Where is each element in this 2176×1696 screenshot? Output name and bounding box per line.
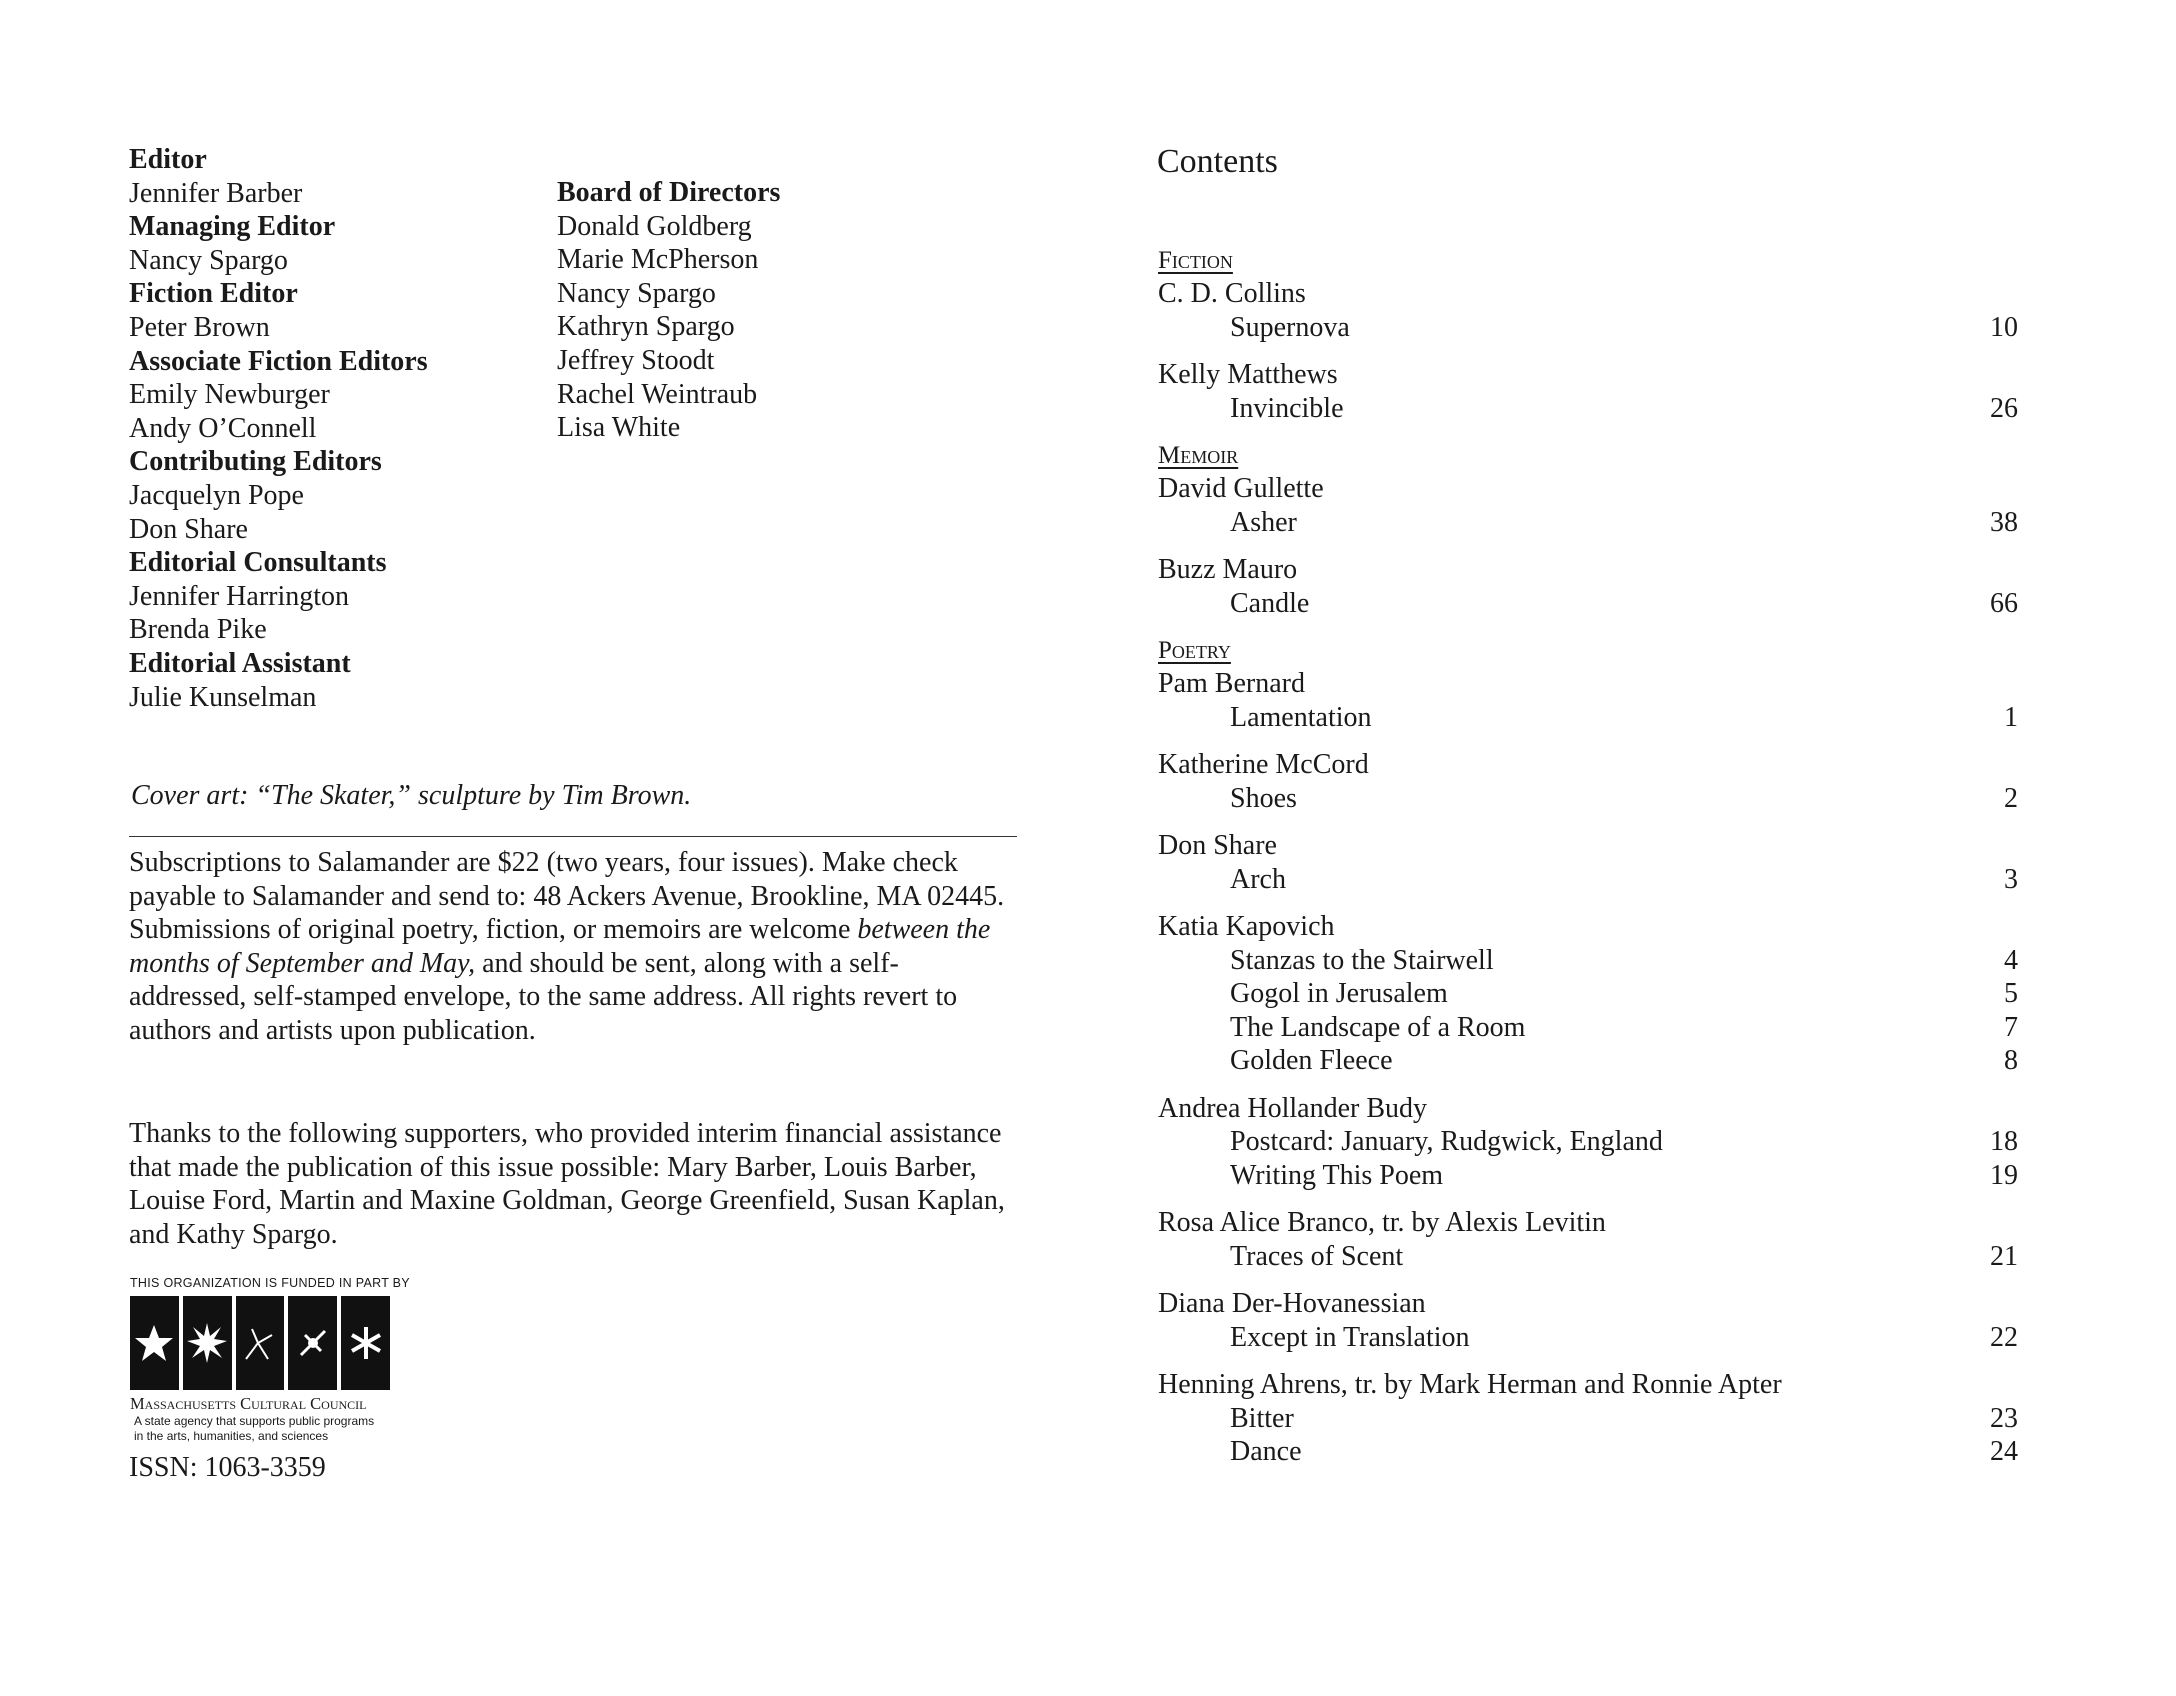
staff-name: Brenda Pike <box>129 614 267 646</box>
toc-work <box>1158 701 2018 735</box>
toc-page-number: 10 <box>1990 311 2018 343</box>
toc-page-number: 38 <box>1990 506 2018 538</box>
toc-work <box>1158 782 2018 816</box>
toc-page-number: 4 <box>2004 944 2018 976</box>
subscription-info <box>129 846 1009 1048</box>
staff-name: Julie Kunselman <box>129 681 317 713</box>
toc-page-number: 23 <box>1990 1402 2018 1434</box>
toc-entry <box>1158 748 2018 815</box>
toc-work <box>1158 1321 2018 1355</box>
table-of-contents <box>1158 244 2018 1483</box>
burst-icon <box>183 1296 236 1390</box>
toc-work <box>1158 977 2018 1011</box>
contents-title: Contents <box>1157 143 1278 180</box>
toc-work <box>1158 1435 2018 1469</box>
toc-page-number: 21 <box>1990 1240 2018 1272</box>
logo-council-name: Massachusetts Cultural Council <box>130 1394 367 1413</box>
toc-work <box>1158 392 2018 426</box>
toc-section-heading: Fiction <box>1158 247 1233 274</box>
toc-author: Pam Bernard <box>1158 668 1305 699</box>
staff-name: Jennifer Barber <box>129 177 303 209</box>
staff-role: Contributing Editors <box>129 446 382 478</box>
board-heading: Board of Directors <box>557 177 781 208</box>
toc-work <box>1158 587 2018 621</box>
toc-page-number: 26 <box>1990 392 2018 424</box>
toc-author: Kelly Matthews <box>1158 359 1338 390</box>
toc-work-title: The Landscape of a Room <box>1230 1011 1526 1043</box>
toc-work <box>1158 311 2018 345</box>
toc-work-title: Invincible <box>1230 392 1344 424</box>
logo-band <box>130 1296 390 1390</box>
toc-work <box>1158 506 2018 540</box>
toc-work <box>1158 944 2018 978</box>
toc-work <box>1158 1044 2018 1078</box>
toc-work-title: Supernova <box>1230 311 1350 343</box>
toc-work-title: Stanzas to the Stairwell <box>1230 944 1494 976</box>
logo-subtitle-2: in the arts, humanities, and sciences <box>134 1429 329 1443</box>
staff-role: Associate Fiction Editors <box>129 345 428 377</box>
toc-work <box>1158 863 2018 897</box>
staff-role: Managing Editor <box>129 211 336 243</box>
toc-page-number: 2 <box>2004 782 2018 814</box>
toc-author: Henning Ahrens, tr. by Mark Herman and Ronnie Apter <box>1158 1369 1782 1400</box>
figure-icon <box>236 1296 289 1390</box>
toc-work-title: Bitter <box>1230 1402 1294 1434</box>
toc-page-number: 5 <box>2004 978 2018 1009</box>
toc-work <box>1158 1011 2018 1045</box>
staff-name: Andy O’Connell <box>129 412 317 444</box>
logo-funded-text: THIS ORGANIZATION IS FUNDED IN PART BY <box>130 1276 410 1290</box>
submission-window: between the months of September and May, <box>129 914 991 979</box>
staff-role: Editorial Consultants <box>129 547 387 579</box>
toc-author: Don Share <box>1158 830 1277 861</box>
board-member: Marie McPherson <box>557 244 759 276</box>
toc-author: C. D. Collins <box>1158 278 1306 309</box>
toc-entry <box>1158 1206 2018 1273</box>
toc-section-heading: Memoir <box>1158 442 1239 469</box>
board-member: Donald Goldberg <box>557 210 752 242</box>
toc-work-title: Writing This Poem <box>1230 1159 1444 1191</box>
toc-author: Katia Kapovich <box>1158 911 1335 942</box>
toc-entry <box>1158 829 2018 896</box>
spark-icon <box>288 1296 341 1390</box>
masthead-staff <box>129 143 549 714</box>
subscription-text-end: and should be sent, along with a self-addressed, self-stamped envelope, to the same address. All rights revert to authors and artists upon publication. <box>129 947 958 1046</box>
toc-work-title: Dance <box>1230 1436 1302 1467</box>
toc-work-title: Traces of Scent <box>1230 1240 1404 1272</box>
toc-page-number: 18 <box>1990 1126 2018 1157</box>
asterisk-icon <box>341 1296 390 1390</box>
toc-work-title: Postcard: January, Rudgwick, England <box>1230 1126 1663 1157</box>
board-member: Jeffrey Stoodt <box>557 344 715 376</box>
toc-author: Andrea Hollander Budy <box>1158 1092 1428 1124</box>
issn: ISSN: 1063-3359 <box>129 1452 326 1483</box>
toc-author: Katherine McCord <box>1158 749 1369 780</box>
staff-name: Peter Brown <box>129 311 270 343</box>
toc-work <box>1158 1159 2018 1193</box>
toc-entry <box>1158 277 2018 344</box>
toc-author: Rosa Alice Branco, tr. by Alexis Levitin <box>1158 1207 1606 1238</box>
toc-work-title: Asher <box>1230 506 1297 538</box>
staff-role: Fiction Editor <box>129 278 298 310</box>
subscription-text: Subscriptions to Salamander are $22 (two years, four issues). Make check payable to Salamander and send to: 48 Ackers Avenue, Brookline, MA 02445. Submissions of original poetry, fiction, or memoirs are welcome <box>129 847 1005 946</box>
staff-name: Jacquelyn Pope <box>129 479 304 511</box>
toc-page-number: 7 <box>2004 1011 2018 1043</box>
board-of-directors <box>557 176 977 445</box>
toc-page-number: 66 <box>1990 587 2018 619</box>
staff-name: Emily Newburger <box>129 379 330 411</box>
board-member: Rachel Weintraub <box>557 378 758 410</box>
toc-work-title: Except in Translation <box>1230 1321 1470 1353</box>
divider <box>129 836 1017 837</box>
mcc-logo <box>130 1276 430 1444</box>
toc-page-number: 1 <box>2004 701 2018 733</box>
staff-name: Don Share <box>129 513 248 545</box>
toc-page-number: 19 <box>1990 1159 2018 1191</box>
toc-work <box>1158 1240 2018 1274</box>
board-member: Lisa White <box>557 412 681 444</box>
toc-entry <box>1158 667 2018 734</box>
staff-role: Editor <box>129 144 207 175</box>
toc-work-title: Candle <box>1230 587 1310 619</box>
toc-page-number: 24 <box>1990 1436 2018 1467</box>
toc-work-title: Shoes <box>1230 782 1297 814</box>
star-icon <box>130 1296 183 1390</box>
staff-role: Editorial Assistant <box>129 647 351 679</box>
board-member: Nancy Spargo <box>557 277 716 309</box>
staff-name: Nancy Spargo <box>129 244 288 276</box>
toc-author: Buzz Mauro <box>1158 554 1298 585</box>
toc-work-title: Arch <box>1230 863 1286 895</box>
toc-page-number: 3 <box>2004 863 2018 895</box>
toc-work <box>1158 1402 2018 1436</box>
toc-author: David Gullette <box>1158 473 1324 504</box>
toc-work-title: Golden Fleece <box>1230 1045 1393 1076</box>
toc-author: Diana Der-Hovanessian <box>1158 1288 1426 1319</box>
staff-name: Jennifer Harrington <box>129 580 350 612</box>
toc-page-number: 8 <box>2004 1045 2018 1076</box>
toc-entry <box>1158 358 2018 425</box>
thanks-paragraph: Thanks to the following supporters, who provided interim financial assistance that made the publication of this issue possible: Mary Barber, Louis Barber, Louise Ford, Martin and Maxine Goldman, George Greenfield, Susan Kaplan, and Kathy Spargo. <box>129 1118 1005 1250</box>
toc-page-number: 22 <box>1990 1321 2018 1353</box>
logo-subtitle-1: A state agency that supports public programs <box>134 1414 375 1428</box>
toc-work-title: Gogol in Jerusalem <box>1230 978 1448 1009</box>
toc-entry <box>1158 910 2018 1078</box>
toc-entry <box>1158 1287 2018 1354</box>
toc-work <box>1158 1125 2018 1159</box>
toc-entry <box>1158 1368 2018 1469</box>
toc-section-heading: Poetry <box>1158 637 1231 664</box>
toc-entry <box>1158 553 2018 620</box>
toc-work-title: Lamentation <box>1230 701 1372 733</box>
cover-art-credit: Cover art: “The Skater,” sculpture by Tim Brown. <box>131 780 692 811</box>
toc-entry <box>1158 1092 2018 1193</box>
board-member: Kathryn Spargo <box>557 311 735 343</box>
toc-entry <box>1158 472 2018 539</box>
